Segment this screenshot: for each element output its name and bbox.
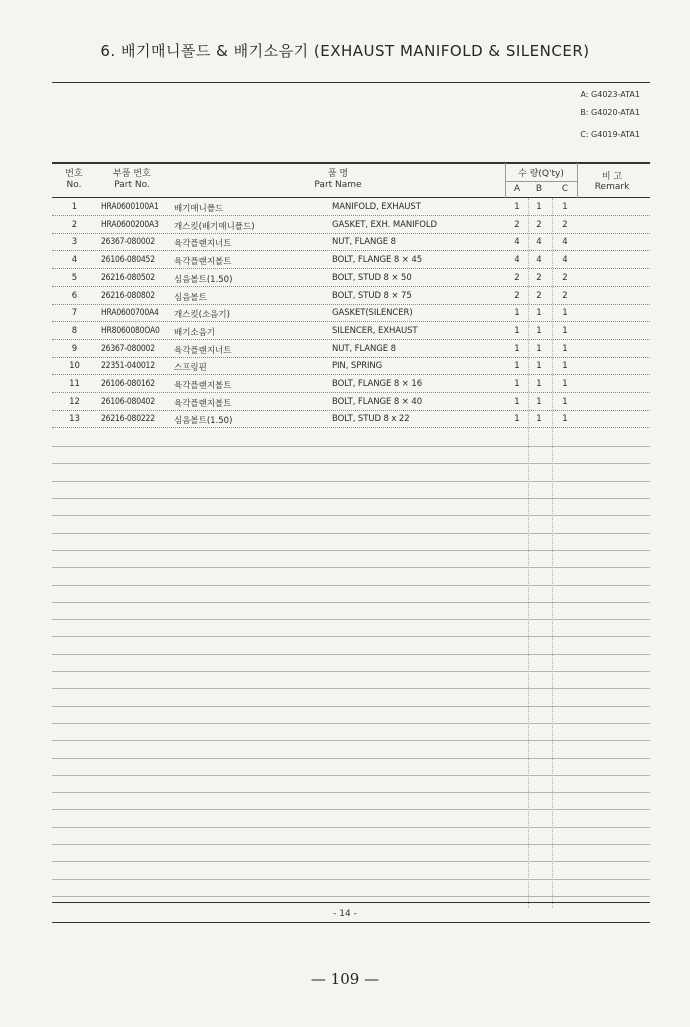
qty-b: 1 bbox=[536, 325, 542, 336]
row-number: 10 bbox=[69, 361, 80, 372]
header-bottom-rule bbox=[52, 197, 650, 198]
qty-b: 4 bbox=[536, 255, 542, 266]
part-number: 26367-080002 bbox=[101, 343, 155, 354]
qty-c: 1 bbox=[562, 361, 568, 372]
title-underline bbox=[52, 82, 650, 83]
qty-a: 1 bbox=[514, 308, 520, 319]
header-qty-c: C bbox=[561, 184, 569, 194]
part-number: 26106-080402 bbox=[101, 396, 155, 407]
qty-c: 1 bbox=[562, 396, 568, 407]
blank-line bbox=[52, 515, 650, 516]
footer-rule bbox=[52, 922, 650, 923]
blank-line bbox=[52, 809, 650, 810]
korean-name: 배기매니폴드 bbox=[174, 204, 224, 214]
qty-c: 1 bbox=[562, 202, 568, 212]
model-a: A: G4023-ATA1 bbox=[580, 90, 640, 99]
qty-c: 1 bbox=[562, 379, 568, 389]
row-number: 1 bbox=[71, 202, 78, 212]
blank-line bbox=[52, 758, 650, 759]
part-name: NUT, FLANGE 8 bbox=[332, 343, 396, 354]
table-row bbox=[52, 234, 650, 251]
qty-a: 2 bbox=[514, 272, 520, 283]
table-top-rule bbox=[52, 162, 650, 164]
row-number: 2 bbox=[71, 219, 78, 230]
row-number: 11 bbox=[69, 379, 80, 389]
table-row bbox=[52, 270, 650, 287]
qty-a: 2 bbox=[514, 219, 520, 230]
qty-column-border bbox=[505, 163, 506, 198]
korean-name: 육각플랜지볼트 bbox=[174, 381, 232, 391]
header-qty-b: B bbox=[535, 184, 543, 194]
row-rule bbox=[52, 427, 650, 428]
blank-line bbox=[52, 481, 650, 482]
part-name: BOLT, FLANGE 8 × 45 bbox=[332, 255, 423, 266]
qty-a: 1 bbox=[514, 379, 520, 389]
header-no-eng: No. bbox=[66, 180, 82, 190]
inner-page-number: - 14 - bbox=[333, 909, 357, 919]
blank-line bbox=[52, 446, 650, 447]
model-b: B: G4020-ATA1 bbox=[580, 108, 640, 117]
blank-line bbox=[52, 533, 650, 534]
part-number: HRA0600700A4 bbox=[101, 308, 159, 319]
blank-line bbox=[52, 792, 650, 793]
table-row bbox=[52, 305, 650, 322]
korean-name: 육각플랜지볼트 bbox=[174, 398, 232, 409]
korean-name: 심음볼트 bbox=[174, 292, 207, 303]
header-part-eng: Part No. bbox=[114, 180, 150, 190]
qty-b: 2 bbox=[536, 219, 542, 230]
table-row bbox=[52, 376, 650, 393]
qty-c: 1 bbox=[562, 308, 568, 319]
korean-name: 육각플랜지볼트 bbox=[174, 257, 232, 268]
korean-name: 육각플랜지너트 bbox=[174, 345, 232, 356]
qty-a: 1 bbox=[514, 325, 520, 336]
qty-a: 1 bbox=[514, 202, 520, 212]
blank-line bbox=[52, 550, 650, 551]
part-name: NUT, FLANGE 8 bbox=[332, 237, 396, 248]
blank-line bbox=[52, 636, 650, 637]
part-number: 26216-080502 bbox=[101, 272, 155, 283]
qty-b: 4 bbox=[536, 237, 542, 248]
qty-c: 2 bbox=[562, 272, 568, 283]
page-title: 6. 배기매니폴드 & 배기소음기 (EXHAUST MANIFOLD & SILENCER) bbox=[100, 42, 590, 60]
header-name-kor: 품 명 bbox=[327, 169, 349, 179]
part-number: 26106-080162 bbox=[101, 379, 155, 389]
part-number: 26106-080452 bbox=[101, 255, 155, 266]
table-row bbox=[52, 341, 650, 358]
row-number: 7 bbox=[71, 308, 78, 319]
qty-a: 4 bbox=[514, 237, 520, 248]
korean-name: 육각플랜지너트 bbox=[174, 239, 232, 250]
table-row bbox=[52, 358, 650, 375]
blank-line bbox=[52, 602, 650, 603]
row-number: 6 bbox=[71, 290, 78, 301]
qty-b: 1 bbox=[536, 343, 542, 354]
header-remark-kor: 비 고 bbox=[601, 172, 623, 182]
qty-a: 1 bbox=[514, 343, 520, 354]
row-number: 13 bbox=[69, 414, 80, 425]
blank-line bbox=[52, 740, 650, 741]
table-row bbox=[52, 288, 650, 305]
blank-line bbox=[52, 775, 650, 776]
table-row bbox=[52, 394, 650, 411]
part-number: 26216-080222 bbox=[101, 414, 155, 425]
blank-line bbox=[52, 671, 650, 672]
part-name: BOLT, STUD 8 × 75 bbox=[332, 290, 412, 301]
qty-c: 1 bbox=[562, 343, 568, 354]
blank-line bbox=[52, 498, 650, 499]
blank-line bbox=[52, 896, 650, 897]
blank-line bbox=[52, 861, 650, 862]
table-bottom-rule bbox=[52, 902, 650, 903]
part-name: BOLT, STUD 8 × 50 bbox=[332, 272, 412, 283]
row-number: 4 bbox=[71, 255, 78, 266]
korean-name: 개스킷(배기매니폴드) bbox=[174, 221, 255, 232]
table-row bbox=[52, 252, 650, 269]
qty-a: 4 bbox=[514, 255, 520, 266]
qty-b: 1 bbox=[536, 361, 542, 372]
header-name-eng: Part Name bbox=[314, 180, 362, 190]
qty-a: 1 bbox=[514, 396, 520, 407]
table-row bbox=[52, 217, 650, 234]
qty-c: 1 bbox=[562, 414, 568, 425]
korean-name: 심음볼트(1.50) bbox=[174, 416, 233, 427]
part-number: HRA0600200A3 bbox=[101, 219, 159, 230]
part-name: BOLT, FLANGE 8 × 16 bbox=[332, 379, 423, 389]
blank-line bbox=[52, 688, 650, 689]
qty-b: 1 bbox=[536, 308, 542, 319]
row-number: 5 bbox=[71, 272, 78, 283]
row-number: 9 bbox=[71, 343, 78, 354]
blank-line bbox=[52, 585, 650, 586]
korean-name: 스프링핀 bbox=[174, 363, 207, 374]
part-name: GASKET(SILENCER) bbox=[332, 308, 413, 319]
blank-line bbox=[52, 827, 650, 828]
qty-a: 2 bbox=[514, 290, 520, 301]
blank-line bbox=[52, 879, 650, 880]
qty-b: 1 bbox=[536, 414, 542, 425]
qty-a: 1 bbox=[514, 361, 520, 372]
part-name: BOLT, FLANGE 8 × 40 bbox=[332, 396, 423, 407]
header-part-kor: 부품 번호 bbox=[113, 169, 151, 179]
header-qty-a: A bbox=[513, 184, 521, 194]
qty-c: 4 bbox=[562, 255, 568, 266]
row-number: 12 bbox=[69, 396, 80, 407]
qty-b: 1 bbox=[536, 379, 542, 389]
korean-name: 개스킷(소음기) bbox=[174, 310, 230, 321]
part-number: 26367-080002 bbox=[101, 237, 155, 248]
qty-divider bbox=[505, 181, 577, 182]
blank-line bbox=[52, 463, 650, 464]
header-qty-kor: 수 량(Q'ty) bbox=[518, 169, 564, 179]
header-no-kor: 번호 bbox=[65, 169, 83, 179]
table-row bbox=[52, 323, 650, 340]
part-name: SILENCER, EXHAUST bbox=[332, 325, 418, 336]
row-number: 8 bbox=[71, 325, 78, 336]
qty-b: 1 bbox=[536, 396, 542, 407]
part-number: 26216-080802 bbox=[101, 290, 155, 301]
blank-line bbox=[52, 619, 650, 620]
blank-line bbox=[52, 654, 650, 655]
qty-b: 2 bbox=[536, 290, 542, 301]
blank-line bbox=[52, 567, 650, 568]
korean-name: 심음볼트(1.50) bbox=[174, 274, 233, 285]
part-number: 22351-040012 bbox=[101, 361, 155, 372]
model-c: C: G4019-ATA1 bbox=[580, 130, 640, 139]
part-name: GASKET, EXH. MANIFOLD bbox=[332, 219, 437, 230]
blank-line bbox=[52, 706, 650, 707]
table-row bbox=[52, 411, 650, 428]
part-name: MANIFOLD, EXHAUST bbox=[332, 202, 421, 212]
remark-column-border bbox=[577, 163, 578, 198]
outer-page-number: — 109 — bbox=[310, 970, 380, 988]
part-number: HRA0600100A1 bbox=[101, 202, 159, 212]
header-remark-eng: Remark bbox=[594, 182, 630, 192]
blank-line bbox=[52, 723, 650, 724]
part-name: PIN, SPRING bbox=[332, 361, 383, 372]
qty-a: 1 bbox=[514, 414, 520, 425]
row-number: 3 bbox=[71, 237, 78, 248]
table-row bbox=[52, 199, 650, 216]
blank-line bbox=[52, 844, 650, 845]
korean-name: 배기소음기 bbox=[174, 327, 216, 338]
qty-c: 1 bbox=[562, 325, 568, 336]
qty-b: 2 bbox=[536, 272, 542, 283]
part-number: HR8060080OA0 bbox=[101, 325, 160, 336]
part-name: BOLT, STUD 8 x 22 bbox=[332, 414, 410, 425]
qty-c: 2 bbox=[562, 290, 568, 301]
qty-c: 4 bbox=[562, 237, 568, 248]
qty-b: 1 bbox=[536, 202, 542, 212]
qty-c: 2 bbox=[562, 219, 568, 230]
